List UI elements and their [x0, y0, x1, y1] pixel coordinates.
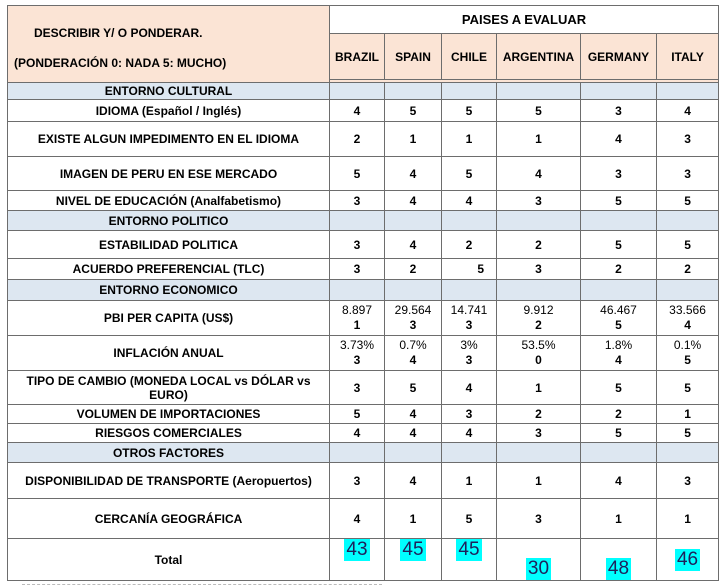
table-row: TIPO DE CAMBIO (MONEDA LOCAL vs DÓLAR vs EURO) 3 5 4 1 5 5: [8, 371, 719, 405]
table-row: INFLACIÓN ANUAL 3.73% 3 0.7% 4 3% 3 53.5% 0 1.8% 4 0.1% 5: [8, 336, 719, 371]
total-row: [8, 539, 719, 581]
country-germany: GERMANY: [581, 34, 657, 80]
table-row: IMAGEN DE PERU EN ESE MERCADO 5 4 5 4 3 3: [8, 157, 719, 191]
total-spain: 45: [402, 539, 424, 560]
table-row: PBI PER CAPITA (US$) 8.897 1 29.564 3 14.741 3 9.912 2 46.467 5 33.566 4: [8, 301, 719, 336]
country-brazil: BRAZIL: [330, 34, 385, 80]
total-brazil: 43: [346, 539, 368, 560]
table-row: RIESGOS COMERCIALES 4 4 4 3 5 5: [8, 424, 719, 443]
paises-title: PAISES A EVALUAR: [330, 6, 719, 34]
describe-cell: [8, 6, 330, 83]
table-row: EXISTE ALGUN IMPEDIMENTO EN EL IDIOMA 2 1 1 1 4 3: [8, 122, 719, 157]
country-argentina: ARGENTINA: [497, 34, 581, 80]
page-bottom-divider: [22, 584, 382, 587]
total-label: Total: [8, 539, 330, 581]
table-row: VOLUMEN DE IMPORTACIONES 5 4 3 2 2 1: [8, 405, 719, 424]
country-italy: ITALY: [657, 34, 719, 80]
section-cultural-title: ENTORNO CULTURAL: [8, 83, 330, 100]
section-economico-title: ENTORNO ECONOMICO: [8, 280, 330, 301]
describe-line1: DESCRIBIR Y/ O PONDERAR.: [34, 26, 203, 40]
describe-line2: (PONDERACIÓN 0: NADA 5: MUCHO): [14, 56, 227, 70]
section-otros-title: OTROS FACTORES: [8, 443, 330, 463]
table-row: ESTABILIDAD POLITICA 3 4 2 2 5 5: [8, 231, 719, 259]
table-row: NIVEL DE EDUCACIÓN (Analfabetismo) 3 4 4 3 5 5: [8, 191, 719, 211]
evaluation-table: [7, 5, 719, 581]
country-spain: SPAIN: [385, 34, 442, 80]
section-politico-title: ENTORNO POLITICO: [8, 211, 330, 231]
total-argentina: 30: [527, 558, 550, 579]
table-row: IDIOMA (Español / Inglés) 4 5 5 5 3 4: [8, 100, 719, 122]
total-chile: 45: [458, 539, 480, 560]
country-chile: CHILE: [442, 34, 497, 80]
table-row: DISPONIBILIDAD DE TRANSPORTE (Aeropuertos) 3 4 1 1 4 3: [8, 463, 719, 499]
table-row: ACUERDO PREFERENCIAL (TLC) 3 2 5 3 2 2: [8, 259, 719, 280]
total-italy: 46: [676, 548, 699, 570]
total-germany: 48: [607, 558, 630, 579]
table-row: CERCANÍA GEOGRÁFICA 4 1 5 3 1 1: [8, 499, 719, 539]
